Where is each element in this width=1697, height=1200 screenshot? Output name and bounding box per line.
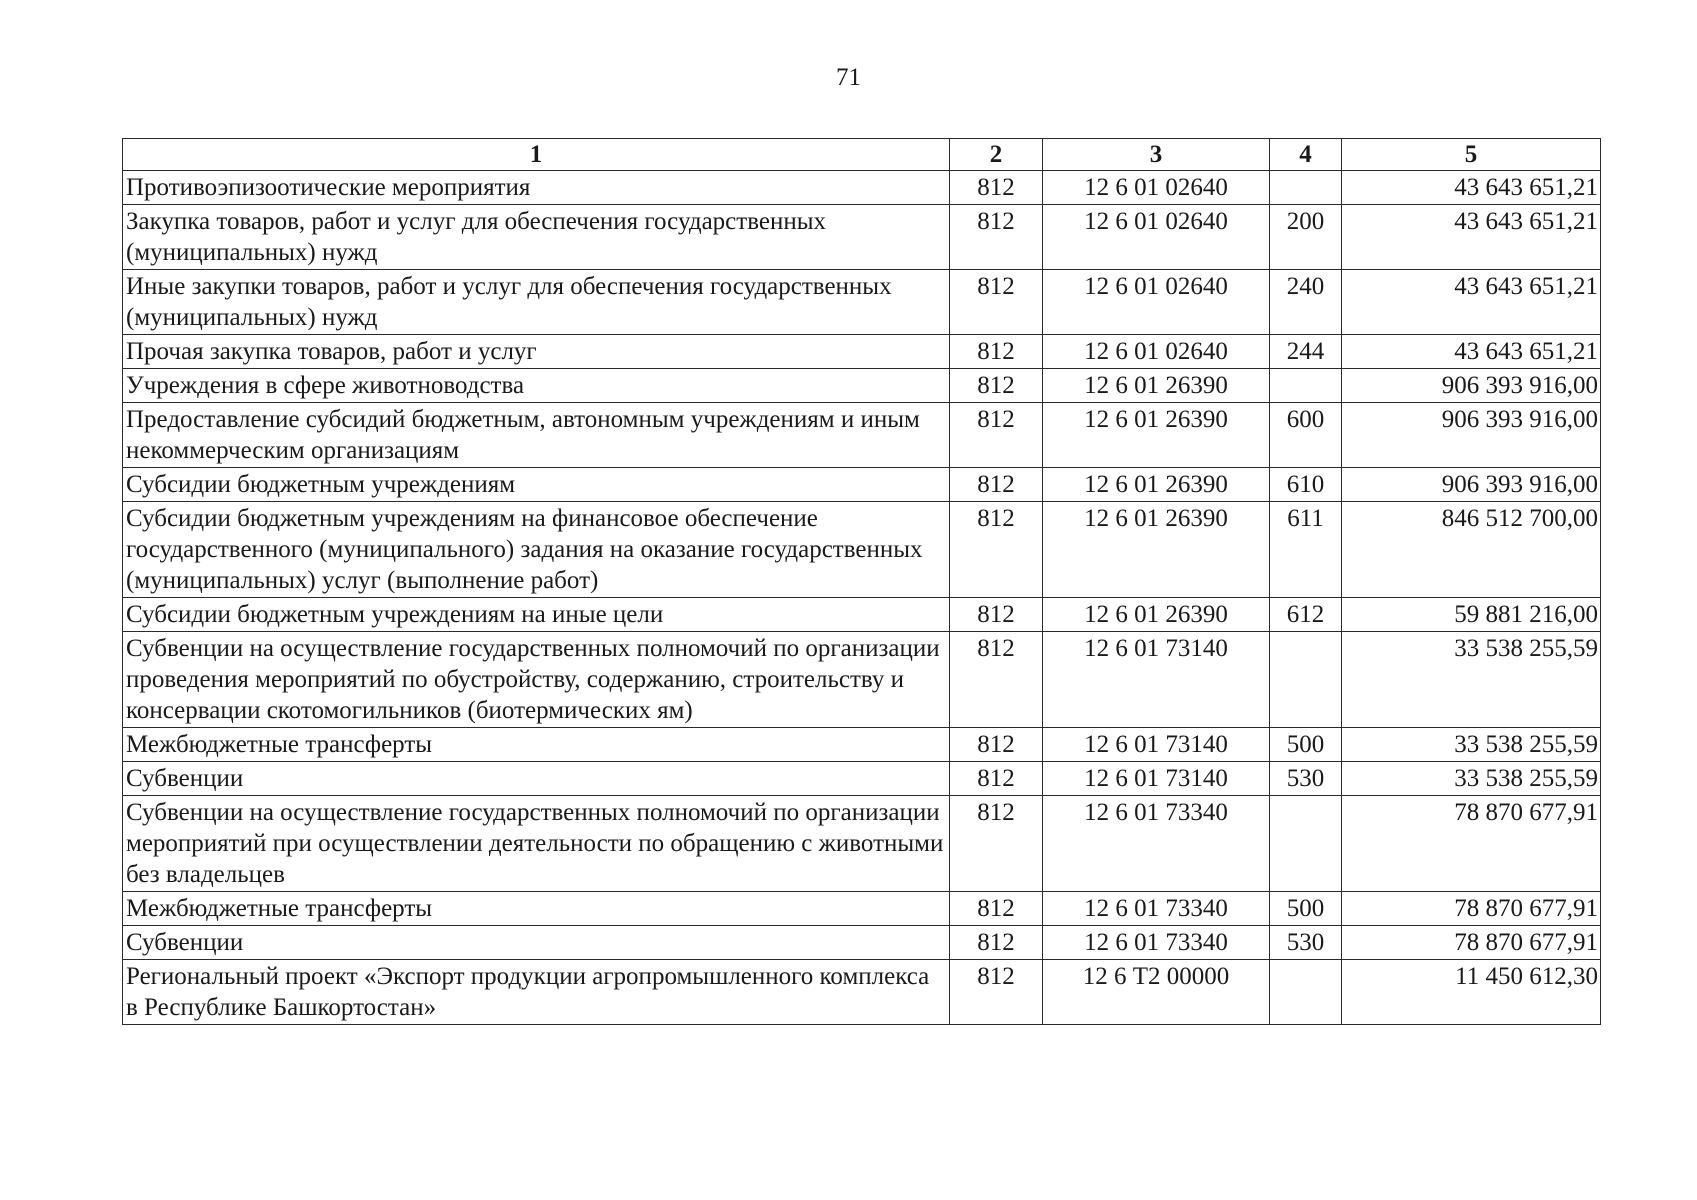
header-col-5: 5	[1342, 139, 1601, 171]
cell-amount: 43 643 651,21	[1342, 335, 1601, 369]
cell-name: Субсидии бюджетным учреждениям	[123, 468, 950, 502]
header-col-1: 1	[123, 139, 950, 171]
cell-expense-type	[1270, 632, 1342, 728]
cell-expense-type: 600	[1270, 403, 1342, 468]
cell-target-article: 12 6 01 02640	[1043, 335, 1270, 369]
cell-amount: 846 512 700,00	[1342, 502, 1601, 598]
cell-target-article: 12 6 01 73340	[1043, 892, 1270, 926]
cell-ministry-code: 812	[950, 926, 1043, 960]
cell-ministry-code: 812	[950, 335, 1043, 369]
cell-target-article: 12 6 01 26390	[1043, 468, 1270, 502]
cell-name: Субсидии бюджетным учреждениям на иные цели	[123, 598, 950, 632]
cell-amount: 78 870 677,91	[1342, 892, 1601, 926]
cell-name: Субвенции	[123, 926, 950, 960]
cell-expense-type	[1270, 171, 1342, 205]
cell-name: Межбюджетные трансферты	[123, 892, 950, 926]
cell-amount: 59 881 216,00	[1342, 598, 1601, 632]
cell-expense-type: 610	[1270, 468, 1342, 502]
cell-name: Субвенции на осуществление государственных полномочий по организации мероприятий при осуществлении деятельности по обращению с животными без владельцев	[123, 796, 950, 892]
table-row	[123, 796, 1601, 892]
table-row	[123, 632, 1601, 728]
page-number: 71	[836, 64, 861, 91]
cell-expense-type: 500	[1270, 892, 1342, 926]
cell-expense-type: 200	[1270, 205, 1342, 270]
cell-name: Субвенции	[123, 762, 950, 796]
cell-target-article: 12 6 Т2 00000	[1043, 960, 1270, 1025]
cell-amount: 906 393 916,00	[1342, 468, 1601, 502]
cell-name: Межбюджетные трансферты	[123, 728, 950, 762]
cell-target-article: 12 6 01 26390	[1043, 502, 1270, 598]
cell-amount: 33 538 255,59	[1342, 632, 1601, 728]
cell-ministry-code: 812	[950, 960, 1043, 1025]
cell-ministry-code: 812	[950, 270, 1043, 335]
table-row	[123, 728, 1601, 762]
cell-amount: 78 870 677,91	[1342, 796, 1601, 892]
table-row	[123, 270, 1601, 335]
cell-amount: 43 643 651,21	[1342, 270, 1601, 335]
cell-target-article: 12 6 01 26390	[1043, 598, 1270, 632]
cell-ministry-code: 812	[950, 403, 1043, 468]
cell-target-article: 12 6 01 73140	[1043, 632, 1270, 728]
cell-expense-type: 240	[1270, 270, 1342, 335]
cell-ministry-code: 812	[950, 502, 1043, 598]
cell-expense-type	[1270, 796, 1342, 892]
table-row	[123, 960, 1601, 1025]
table-row	[123, 892, 1601, 926]
cell-target-article: 12 6 01 26390	[1043, 403, 1270, 468]
table-row	[123, 369, 1601, 403]
cell-expense-type	[1270, 960, 1342, 1025]
cell-ministry-code: 812	[950, 205, 1043, 270]
table-row	[123, 335, 1601, 369]
cell-target-article: 12 6 01 73140	[1043, 762, 1270, 796]
cell-amount: 33 538 255,59	[1342, 728, 1601, 762]
cell-amount: 78 870 677,91	[1342, 926, 1601, 960]
cell-name: Иные закупки товаров, работ и услуг для обеспечения государственных (муниципальных) нужд	[123, 270, 950, 335]
table-row	[123, 598, 1601, 632]
cell-target-article: 12 6 01 26390	[1043, 369, 1270, 403]
cell-expense-type: 244	[1270, 335, 1342, 369]
header-col-2: 2	[950, 139, 1043, 171]
cell-ministry-code: 812	[950, 468, 1043, 502]
cell-ministry-code: 812	[950, 632, 1043, 728]
table-row	[123, 926, 1601, 960]
cell-ministry-code: 812	[950, 796, 1043, 892]
cell-ministry-code: 812	[950, 598, 1043, 632]
table-row	[123, 502, 1601, 598]
cell-amount: 906 393 916,00	[1342, 403, 1601, 468]
cell-expense-type: 612	[1270, 598, 1342, 632]
cell-name: Субвенции на осуществление государственных полномочий по организации проведения мероприятий по обустройству, содержанию, строительству и консервации скотомогильников (биотермических ям)	[123, 632, 950, 728]
header-col-4: 4	[1270, 139, 1342, 171]
cell-expense-type: 611	[1270, 502, 1342, 598]
cell-amount: 906 393 916,00	[1342, 369, 1601, 403]
cell-expense-type: 530	[1270, 762, 1342, 796]
cell-name: Региональный проект «Экспорт продукции агропромышленного комплекса в Республике Башкортостан»	[123, 960, 950, 1025]
cell-ministry-code: 812	[950, 171, 1043, 205]
cell-expense-type: 500	[1270, 728, 1342, 762]
cell-name: Субсидии бюджетным учреждениям на финансовое обеспечение государственного (муниципального) задания на оказание государственных (муниципальных) услуг (выполнение работ)	[123, 502, 950, 598]
header-col-3: 3	[1043, 139, 1270, 171]
cell-target-article: 12 6 01 02640	[1043, 270, 1270, 335]
cell-ministry-code: 812	[950, 369, 1043, 403]
cell-name: Противоэпизоотические мероприятия	[123, 171, 950, 205]
cell-target-article: 12 6 01 73140	[1043, 728, 1270, 762]
cell-ministry-code: 812	[950, 892, 1043, 926]
cell-ministry-code: 812	[950, 728, 1043, 762]
table-row	[123, 762, 1601, 796]
cell-target-article: 12 6 01 73340	[1043, 926, 1270, 960]
table-row	[123, 205, 1601, 270]
cell-expense-type	[1270, 369, 1342, 403]
budget-table	[122, 138, 1601, 1025]
cell-name: Закупка товаров, работ и услуг для обеспечения государственных (муниципальных) нужд	[123, 205, 950, 270]
cell-target-article: 12 6 01 73340	[1043, 796, 1270, 892]
table-row	[123, 403, 1601, 468]
cell-name: Прочая закупка товаров, работ и услуг	[123, 335, 950, 369]
table-row	[123, 468, 1601, 502]
cell-target-article: 12 6 01 02640	[1043, 171, 1270, 205]
cell-name: Предоставление субсидий бюджетным, автономным учреждениям и иным некоммерческим организациям	[123, 403, 950, 468]
cell-name: Учреждения в сфере животноводства	[123, 369, 950, 403]
cell-amount: 11 450 612,30	[1342, 960, 1601, 1025]
table-row	[123, 171, 1601, 205]
cell-amount: 33 538 255,59	[1342, 762, 1601, 796]
table-body	[123, 171, 1601, 1025]
header-row	[123, 139, 1601, 171]
cell-amount: 43 643 651,21	[1342, 171, 1601, 205]
cell-target-article: 12 6 01 02640	[1043, 205, 1270, 270]
cell-ministry-code: 812	[950, 762, 1043, 796]
cell-amount: 43 643 651,21	[1342, 205, 1601, 270]
cell-expense-type: 530	[1270, 926, 1342, 960]
